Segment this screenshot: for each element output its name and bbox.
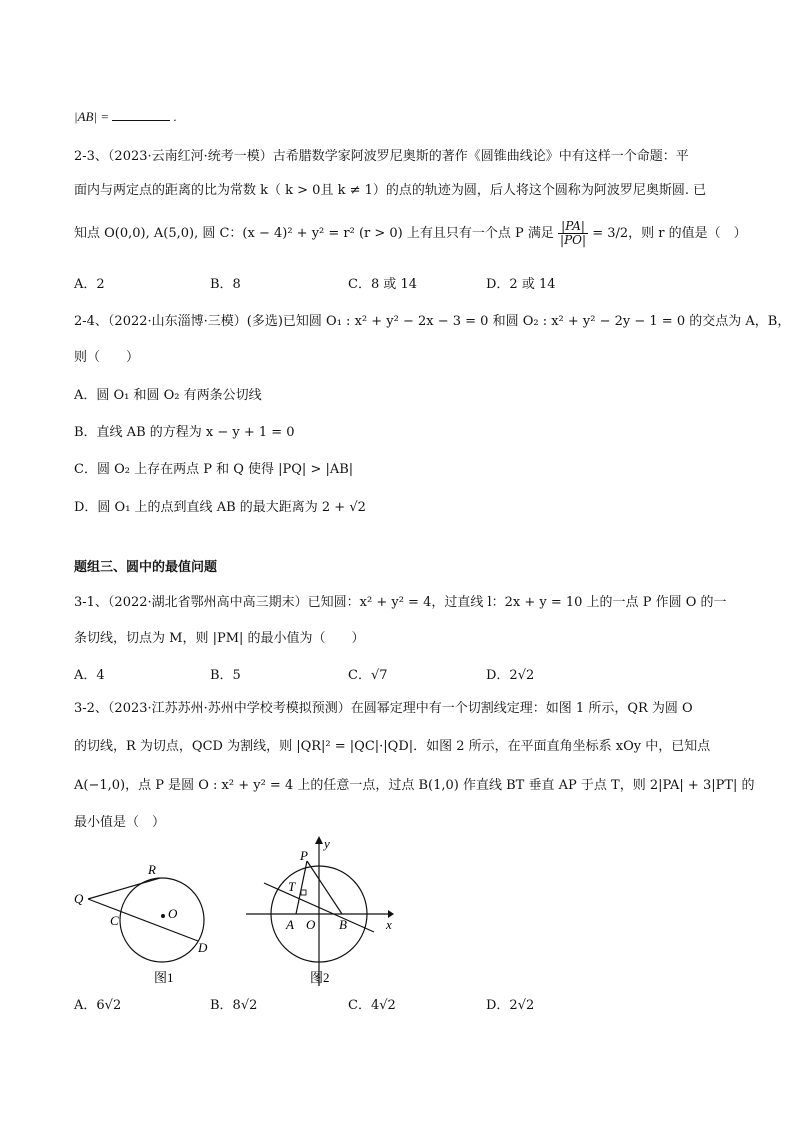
q3-1-option-d[interactable]: D．2√2 (486, 668, 535, 683)
q2-3-line3-tail: = 3/2，则 r 的值是（ ） (592, 226, 747, 241)
q2-4-option-c[interactable]: C．圆 O₂ 上存在两点 P 和 Q 使得 |PQ| > |AB| (74, 462, 354, 477)
fig2-label-p: P (300, 848, 308, 863)
fig1-label-c: C (110, 913, 119, 928)
fig2-label-y: y (324, 836, 330, 851)
q2-4-line2: 则（ ） (74, 350, 140, 365)
q3-2-line1: 3-2、（2023·江苏苏州·苏州中学校考模拟预测）在圆幂定理中有一个切割线定理：如图 1 所示，QR 为圆 O (74, 701, 693, 716)
fig1-caption: 图1 (154, 970, 174, 985)
q2-4-option-a[interactable]: A．圆 O₁ 和圆 O₂ 有两条公切线 (74, 388, 262, 403)
figure-1 (70, 858, 230, 990)
fig1-tangent-line (88, 878, 160, 899)
ab-expression: |AB| = (74, 109, 110, 124)
fig2-label-a: A (286, 917, 294, 932)
section-title: 题组三、圆中的最值问题 (74, 560, 218, 575)
q2-3-option-d[interactable]: D．2 或 14 (486, 277, 556, 292)
figure-2 (242, 832, 402, 990)
ratio-fraction (558, 220, 588, 247)
q3-2-option-b[interactable]: B．8√2 (210, 998, 258, 1013)
q2-4-option-b[interactable]: B．直线 AB 的方程为 x − y + 1 = 0 (74, 425, 295, 440)
fig1-center-dot (161, 914, 165, 918)
fig1-label-q: Q (74, 891, 84, 906)
fraction-denominator: |PO| (560, 233, 587, 247)
q3-1-option-a[interactable]: A．4 (74, 668, 105, 683)
q2-3-line1: 2-3、（2023·云南红河·统考一模）古希腊数学家阿波罗尼奥斯的著作《圆锥曲线论》中有这样一个命题：平 (74, 149, 689, 164)
fraction-numerator: |PA| (558, 220, 588, 234)
q2-3-option-c[interactable]: C．8 或 14 (348, 277, 418, 292)
ab-period: . (173, 109, 177, 124)
q2-4-line1: 2-4、（2022·山东淄博·三模）(多选)已知圆 O₁ : x² + y² − 2x − 3 = 0 和圆 O₂ : x² + y² − 2y − 1 = 0 的交点为 A，B， (74, 314, 791, 329)
fig1-label-o: O (168, 906, 178, 921)
fig2-y-arrow (315, 836, 323, 844)
q3-1-option-b[interactable]: B．5 (210, 668, 241, 683)
fig1-circle (120, 878, 204, 962)
q2-4-option-d[interactable]: D．圆 O₁ 上的点到直线 AB 的最大距离为 2 + √2 (74, 500, 366, 515)
q3-1-line1: 3-1、（2022·湖北省鄂州高中高三期末）已知圆：x² + y² = 4，过直线 l：2x + y = 10 上的一点 P 作圆 O 的一 (74, 595, 727, 610)
fig2-label-o: O (306, 917, 316, 932)
fig2-label-t: T (288, 879, 296, 894)
fig1-secant-line (88, 899, 198, 941)
q3-2-line3: A(−1,0)，点 P 是圆 O : x² + y² = 4 上的任意一点，过点 B(1,0) 作直线 BT 垂直 AP 于点 T，则 2|PA| + 3|PT| 的 (74, 778, 755, 793)
fig1-label-d: D (198, 940, 208, 955)
fig2-caption: 图2 (310, 970, 330, 985)
q3-2-option-a[interactable]: A．6√2 (74, 998, 122, 1013)
q2-3-line2: 面内与两定点的距离的比为常数 k（ k > 0且 k ≠ 1）的点的轨迹为圆，后人将这个圆称为阿波罗尼奥斯圆. 已 (74, 183, 707, 198)
q2-3-option-b[interactable]: B．8 (210, 277, 241, 292)
q3-2-option-d[interactable]: D．2√2 (486, 998, 535, 1013)
q2-3-line3-text: 知点 O(0,0), A(5,0), 圆 C：(x − 4)² + y² = r² (r > 0) 上有且只有一个点 P 满足 (74, 226, 554, 241)
fig2-right-angle (301, 890, 306, 895)
q3-1-option-c[interactable]: C．√7 (348, 668, 388, 683)
top-ab-line (74, 108, 177, 125)
q3-2-option-c[interactable]: C．4√2 (348, 998, 396, 1013)
q2-3-option-a[interactable]: A．2 (74, 277, 105, 292)
q3-2-line2: 的切线，R 为切点，QCD 为割线，则 |QR|² = |QC|·|QD|．如图 2 所示，在平面直角坐标系 xOy 中，已知点 (74, 739, 711, 754)
q3-1-line2: 条切线，切点为 M，则 |PM| 的最小值为（ ） (74, 631, 365, 646)
fig2-label-b: B (339, 917, 347, 932)
fig1-label-r: R (148, 862, 156, 877)
q2-3-line3 (74, 220, 747, 247)
fig2-label-x: x (386, 917, 392, 932)
answer-blank[interactable] (112, 108, 170, 121)
q3-2-line4: 最小值是（ ） (74, 815, 166, 830)
